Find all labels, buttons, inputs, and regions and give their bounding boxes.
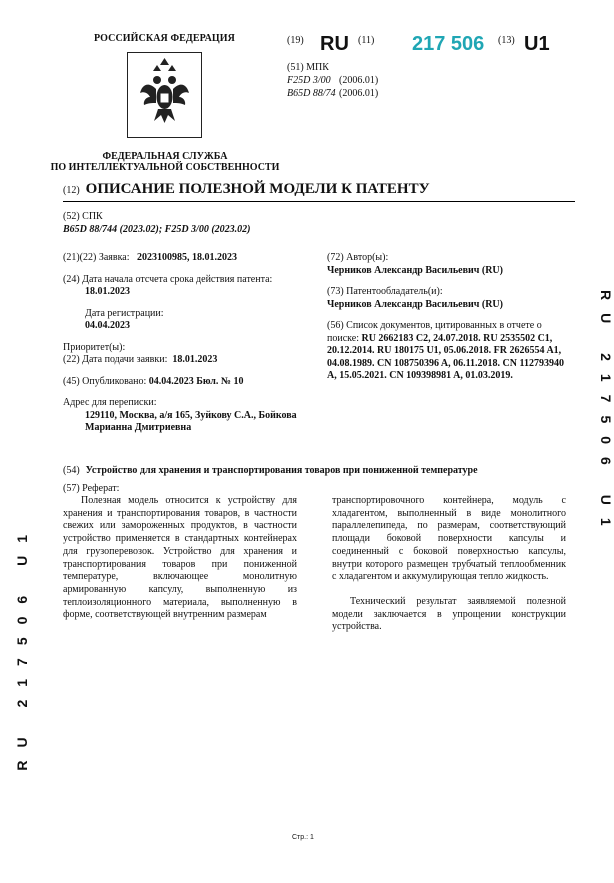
holders-label: (73) Патентообладатель(и): <box>327 286 443 297</box>
cited-documents-value: RU 2662183 C2, 24.07.2018. RU 2535502 C1, 20.12.2014. RU 180175 U1, 05.06.2018. FR 2626554 A1, 04.08.1989. CN 108750396 A, 06.11.2018. CN 112793940 A, 15.05.2021. CN 109398981 A, 01.03.2019. <box>327 332 564 381</box>
page-number: Стр.: 1 <box>292 834 314 841</box>
coat-of-arms-emblem <box>127 52 202 138</box>
code-19: (19) <box>287 35 304 46</box>
title-code: (12) <box>63 185 80 196</box>
application-label: (21)(22) Заявка: <box>63 252 130 263</box>
mpk-code: F25D 3/00 <box>287 75 331 86</box>
holders-value: Черников Александр Васильевич (RU) <box>327 298 503 310</box>
spk-label: (52) СПК <box>63 211 103 222</box>
priority-label: Приоритет(ы): <box>63 341 126 353</box>
holders-field <box>327 286 567 311</box>
code-11: (11) <box>358 35 375 46</box>
registration-label: Дата регистрации: <box>85 307 164 319</box>
bibliographic-right <box>327 252 567 392</box>
spk-block <box>63 210 251 236</box>
abstract-right-column <box>332 495 566 634</box>
country-name: РОССИЙСКАЯ ФЕДЕРАЦИЯ <box>94 33 236 44</box>
s54-code: (54) <box>63 465 80 476</box>
kind-code: U1 <box>524 33 550 55</box>
agency-line2: ПО ИНТЕЛЛЕКТУАЛЬНОЙ СОБСТВЕННОСТИ <box>50 162 280 173</box>
mpk-block <box>287 61 378 100</box>
cited-documents-field <box>327 320 567 383</box>
abstract-paragraph: Технический результат заявляемой полезной модели заключается в упрощении конструкции устройства. <box>332 595 566 633</box>
agency-line1: ФЕДЕРАЛЬНАЯ СЛУЖБА <box>102 151 228 162</box>
agency-name <box>50 151 280 173</box>
application-field <box>63 252 325 265</box>
filing-label: (22) Дата подачи заявки: <box>63 354 168 365</box>
double-headed-eagle-icon <box>128 53 201 137</box>
document-title <box>63 181 430 198</box>
start-date-value: 18.01.2023 <box>85 286 130 297</box>
mpk-label: (51) МПК <box>287 62 329 73</box>
bibliographic-left <box>63 252 325 444</box>
mpk-date: (2006.01) <box>339 75 379 86</box>
abstract-label: (57) Реферат: <box>63 483 120 494</box>
spk-codes: B65D 88/744 (2023.02); F25D 3/00 (2023.02) <box>63 224 251 235</box>
cited-documents-label: (56) Список документов, цитированных в отчете о поиске: <box>327 320 542 344</box>
side-identifier-left: RU 217506 U1 <box>14 522 30 771</box>
abstract-paragraph: транспортировочного контейнера, модуль с хладагентом, выполненный в виде монолитного параллелепипеда, по размерам, соответствующий площади боковой поверхности капсулы и соединенный с боковой поверхностью капсулы, внутри которого размещен трубчатый теплообменник с хладагентом и аккумулирующая тепло жидкость. <box>332 495 566 583</box>
utility-model-title <box>63 465 478 476</box>
filing-value: 18.01.2023 <box>172 354 218 365</box>
address-label: Адрес для переписки: <box>63 397 157 408</box>
published-value: 04.04.2023 Бюл. № 10 <box>148 375 244 387</box>
side-identifier-right: RU 217506 U1 <box>598 290 614 539</box>
country-code: RU <box>320 33 349 55</box>
authors-label: (72) Автор(ы): <box>327 252 389 263</box>
start-date-label: (24) Дата начала отсчета срока действия патента: <box>63 273 273 285</box>
title-divider <box>63 201 575 202</box>
authors-value: Черников Александр Васильевич (RU) <box>327 264 503 276</box>
application-value: 2023100985, 18.01.2023 <box>137 252 238 263</box>
registration-value: 04.04.2023 <box>85 320 130 331</box>
patent-number: 217 506 <box>412 33 485 55</box>
registration-field <box>63 308 325 333</box>
title-text: ОПИСАНИЕ ПОЛЕЗНОЙ МОДЕЛИ К ПАТЕНТУ <box>85 181 430 197</box>
published-label: (45) Опубликовано: <box>63 375 147 387</box>
mpk-row <box>287 74 378 87</box>
address-value: 129110, Москва, а/я 165, Зуйкову С.А., Бойкова Марианна Дмитриевна <box>85 409 297 433</box>
published-field <box>63 376 325 389</box>
mpk-row <box>287 87 378 100</box>
address-field <box>63 397 325 435</box>
start-date-field <box>63 274 325 299</box>
s54-text: Устройство для хранения и транспортирования товаров при пониженной температуре <box>85 465 478 476</box>
mpk-code: B65D 88/74 <box>287 88 336 99</box>
filing-field <box>63 354 325 367</box>
abstract-left-column: Полезная модель относится к устройству для хранения и транспортирования товаров, в частности свежих или замороженных продуктов, в частности устройство применяется в стандартных контейнерах для грузоперевозок. Устройство для хранения и транспортирования товаров при пониженной температуре, включающее монолитную армированную капсулу, выполненную из теплоизоляционного материала, выполненную в форме, соответствующей внутренним размерам <box>63 495 297 621</box>
authors-field <box>327 252 567 277</box>
code-13: (13) <box>498 35 515 46</box>
mpk-date: (2006.01) <box>339 88 379 99</box>
